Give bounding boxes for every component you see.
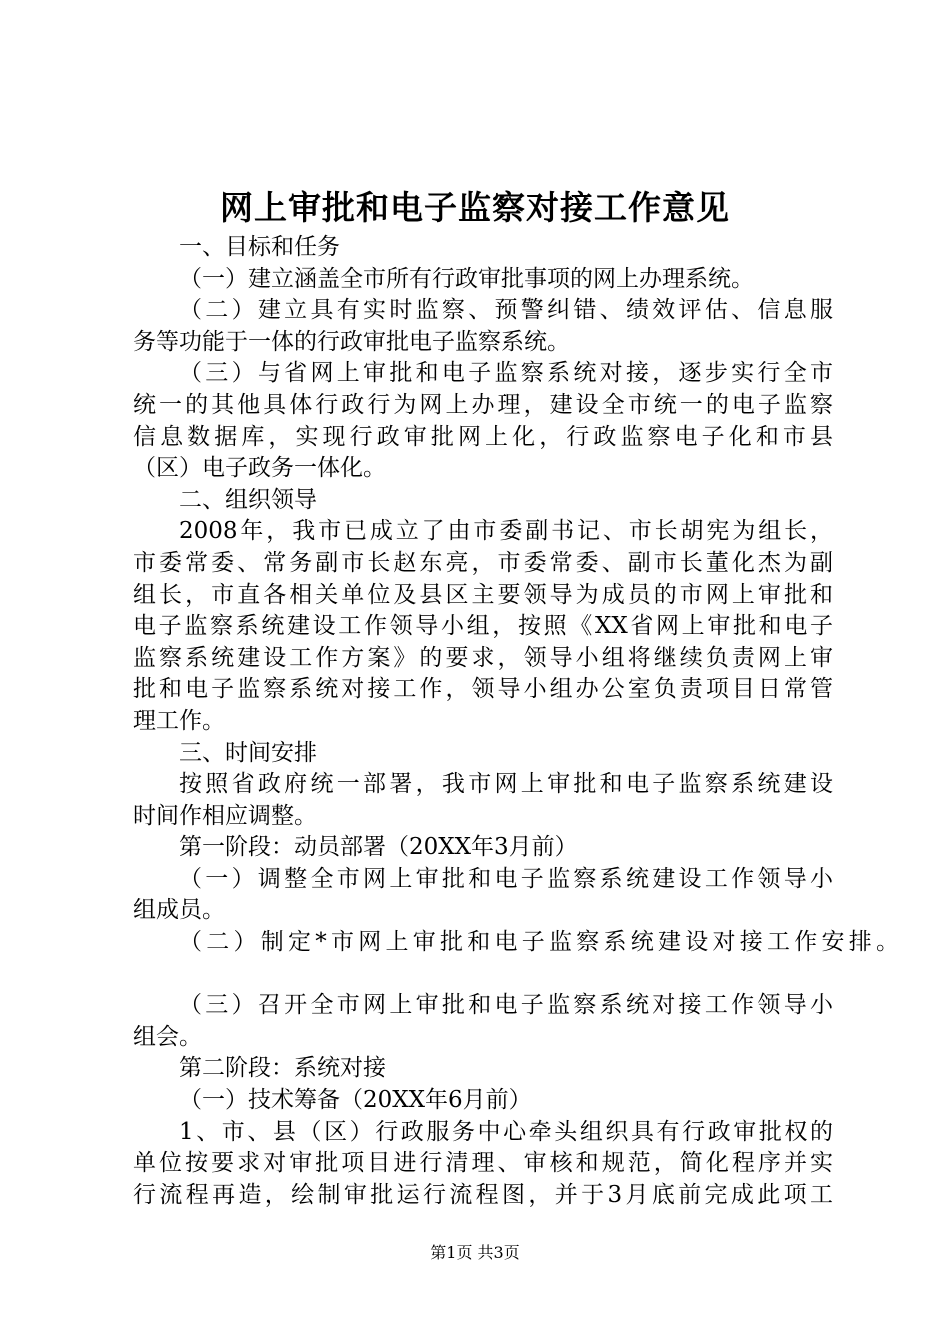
- text-line: 2008年，我市已成立了由市委副书记、市长胡宪为组长，: [179, 518, 833, 545]
- text-line: 监察系统建设工作方案》的要求，领导小组将继续负责网上审: [133, 644, 833, 671]
- text-line: 信息数据库，实现行政审批网上化，行政监察电子化和市县: [133, 423, 833, 450]
- text-line: （一）技术筹备（20XX年6月前）: [179, 1087, 532, 1114]
- text-line: [133, 959, 833, 991]
- text-line: 第二阶段：系统对接: [179, 1055, 386, 1082]
- text-line: 行流程再造，绘制审批运行流程图，并于3月底前完成此项工: [133, 1181, 833, 1208]
- text-line: 电子监察系统建设工作领导小组，按照《XX省网上审批和电子: [133, 613, 833, 640]
- document-title: 网上审批和电子监察对接工作意见: [220, 188, 730, 227]
- text-line: 统一的其他具体行政行为网上办理，建设全市统一的电子监察: [133, 391, 833, 418]
- text-line: 市委常委、常务副市长赵东亮，市委常委、副市长董化杰为副: [133, 549, 833, 576]
- text-line: 组长，市直各相关单位及县区主要领导为成员的市网上审批和: [133, 581, 833, 608]
- text-line: （三）与省网上审批和电子监察系统对接，逐步实行全市: [179, 360, 833, 387]
- text-line: 组成员。: [133, 897, 225, 924]
- document-body: [133, 232, 899, 1211]
- page-footer: 第1页 共3页: [430, 1243, 520, 1262]
- text-line: 1、市、县（区）行政服务中心牵头组织具有行政审批权的: [179, 1118, 833, 1145]
- text-line: 按照省政府统一部署，我市网上审批和电子监察系统建设: [179, 771, 833, 798]
- text-line: 时间作相应调整。: [133, 802, 317, 829]
- text-line: （一）建立涵盖全市所有行政审批事项的网上办理系统。: [179, 265, 754, 292]
- text-line: 组会。: [133, 1023, 202, 1050]
- text-line: （区）电子政务一体化。: [133, 455, 386, 482]
- text-line: 单位按要求对审批项目进行清理、审核和规范，简化程序并实: [133, 1150, 833, 1177]
- text-line: 理工作。: [133, 707, 225, 734]
- text-line: 务等功能于一体的行政审批电子监察系统。: [133, 328, 570, 355]
- text-line: 批和电子监察系统对接工作，领导小组办公室负责项目日常管: [133, 676, 833, 703]
- text-line: （二）建立具有实时监察、预警纠错、绩效评估、信息服: [179, 297, 833, 324]
- text-line: 第一阶段：动员部署（20XX年3月前）: [179, 834, 578, 861]
- text-line: （一）调整全市网上审批和电子监察系统建设工作领导小: [179, 865, 833, 892]
- text-line: 二、组织领导: [179, 486, 317, 513]
- text-line: （三）召开全市网上审批和电子监察系统对接工作领导小: [179, 992, 833, 1019]
- text-line: （二）制定*市网上审批和电子监察系统建设对接工作安排。: [179, 929, 899, 956]
- text-line: 一、目标和任务: [179, 234, 340, 260]
- text-line: 三、时间安排: [179, 739, 317, 766]
